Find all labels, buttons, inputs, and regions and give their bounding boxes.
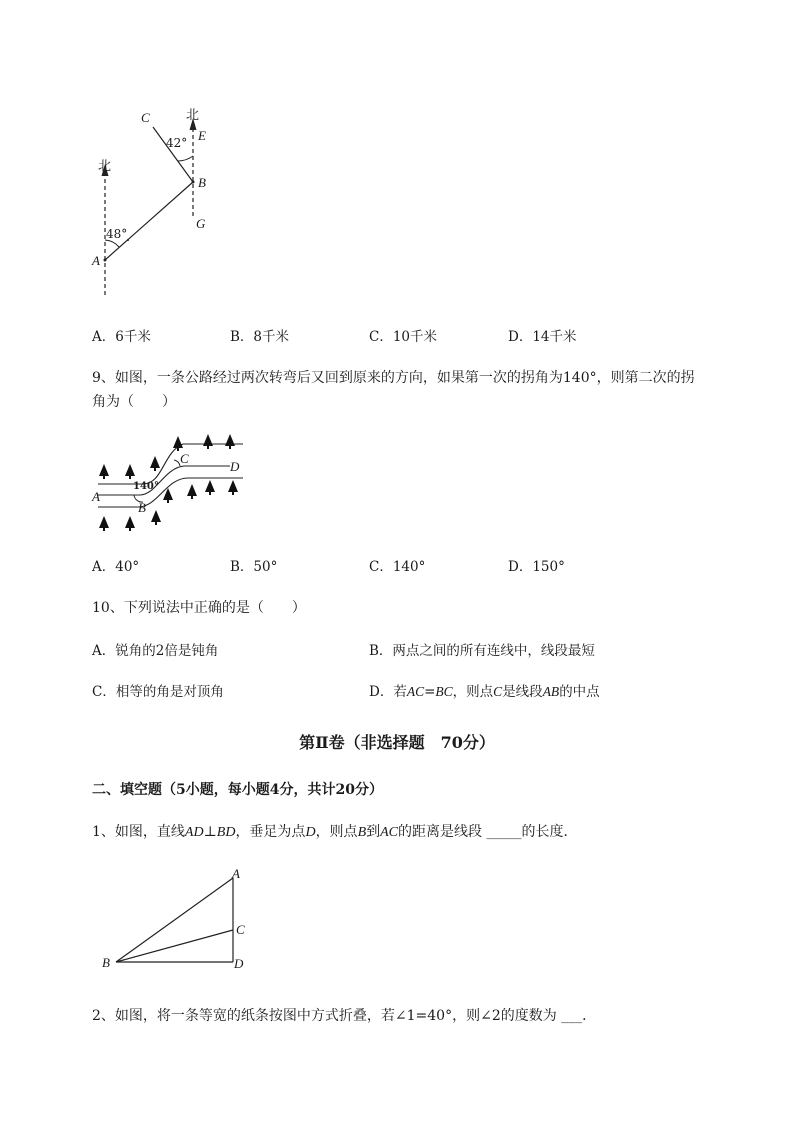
point-b-label: B — [198, 175, 206, 190]
q10-option-b: B．两点之间的所有连线中，线段最短 — [369, 643, 595, 659]
triangle-figure — [110, 868, 250, 968]
angle-48-label: 48° — [106, 227, 128, 241]
tri-point-c: C — [236, 922, 245, 937]
segment-bc — [116, 930, 233, 962]
road-point-c: C — [180, 451, 189, 466]
tri-point-b: B — [102, 955, 110, 970]
q8-option-c: C．10千米 — [369, 329, 438, 345]
q8-option-b: B．8千米 — [230, 329, 290, 345]
road-point-d: D — [230, 459, 240, 474]
point-a-label: A — [92, 253, 100, 268]
tri-point-d: D — [234, 956, 244, 971]
angle-42-label: 42° — [166, 136, 188, 150]
road-edge-lower — [98, 478, 243, 507]
point-e-label: E — [198, 128, 206, 143]
road-angle-label: 140° — [133, 481, 159, 492]
tri-point-a: A — [232, 866, 240, 881]
segment-ab — [105, 182, 193, 260]
q9-stem-line2: 角为（ ） — [92, 394, 176, 410]
tree-icons — [99, 434, 238, 531]
q9-option-c: C．140° — [369, 559, 426, 575]
q8-option-a: A．6千米 — [92, 329, 151, 345]
road-figure — [88, 432, 248, 532]
q10-option-a: A．锐角的2倍是钝角 — [92, 643, 219, 659]
fq1-stem: 1、如图，直线AD⊥BD，垂足为点D，则点B到AC的距离是线段 _____的长度． — [92, 824, 578, 840]
q9-option-b: B．50° — [230, 559, 278, 575]
q10-stem: 10、下列说法中正确的是（ ） — [92, 600, 306, 616]
road-point-a: A — [92, 489, 100, 504]
road-point-b: B — [138, 500, 146, 515]
segment-ba — [116, 878, 233, 962]
q9-option-d: D．150° — [508, 559, 565, 575]
q9-option-a: A．40° — [92, 559, 140, 575]
angle-arc-48 — [105, 240, 119, 247]
angle-arc-42 — [178, 156, 193, 161]
q8-option-d: D．14千米 — [508, 329, 577, 345]
part-two-title: 第Ⅱ卷（非选择题 70分） — [299, 733, 495, 752]
bearing-figure — [80, 100, 240, 300]
point-g-label: G — [196, 216, 206, 231]
fq2-stem: 2、如图，将一条等宽的纸条按图中方式折叠，若∠1=40°，则∠2的度数为 ___． — [92, 1008, 597, 1024]
q9-stem-line1: 9、如图，一条公路经过两次转弯后又回到原来的方向，如果第一次的拐角为140°，则第二次的拐 — [92, 370, 695, 386]
north-label-right: 北 — [186, 108, 200, 123]
fill-blank-section-title: 二、填空题（5小题，每小题4分，共计20分） — [92, 782, 383, 798]
q10-option-c: C．相等的角是对顶角 — [92, 684, 224, 700]
q10-option-d: D．若AC=BC，则点C是线段AB的中点 — [369, 684, 600, 700]
north-label-left: 北 — [98, 159, 112, 174]
point-c-label: C — [141, 110, 150, 125]
